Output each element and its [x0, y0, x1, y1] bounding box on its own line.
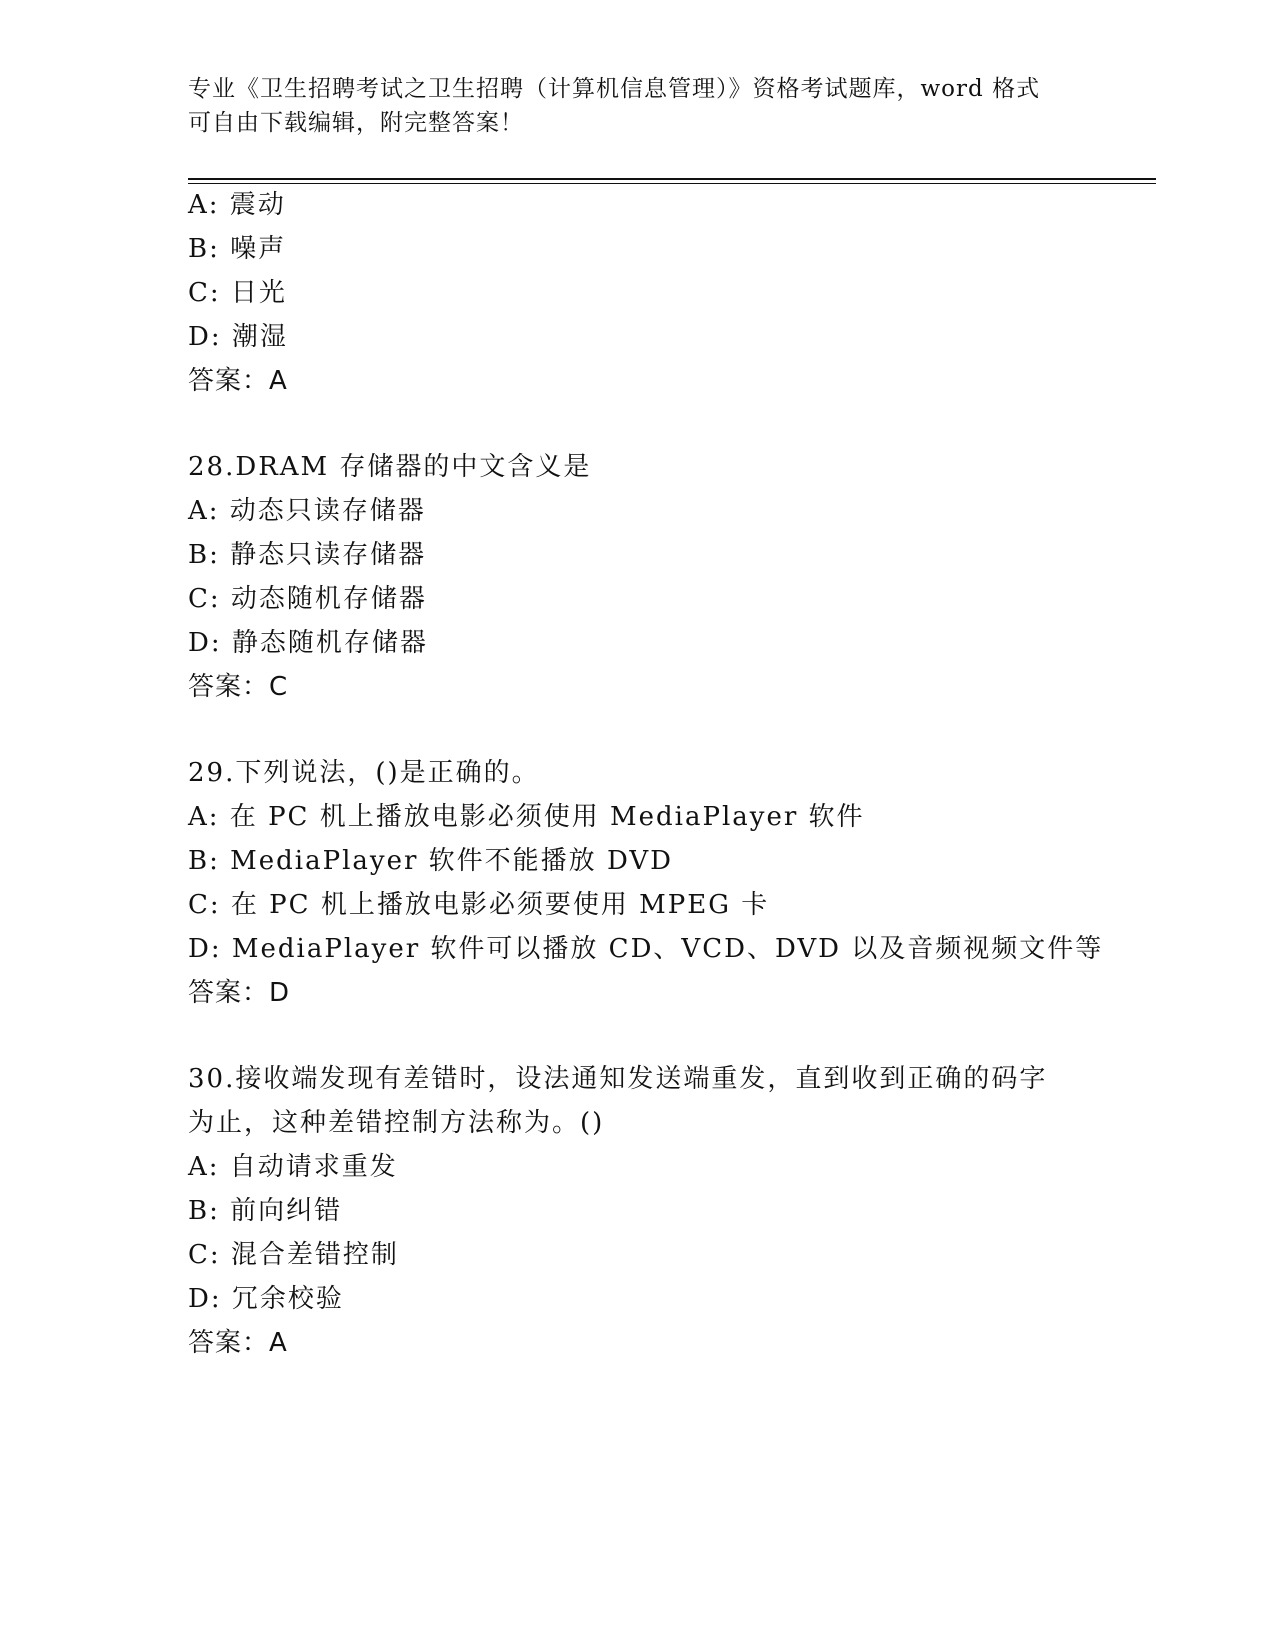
- q29-option-d: D: MediaPlayer 软件可以播放 CD、VCD、DVD 以及音频视频文件等: [188, 934, 1104, 964]
- q28-option-b: B: 静态只读存储器: [188, 540, 427, 570]
- q28-option-c: C: 动态随机存储器: [188, 584, 427, 614]
- q28-stem: 28.DRAM 存储器的中文含义是: [188, 452, 592, 482]
- header-divider-thin: [188, 183, 1156, 184]
- header-title-line: 专业《卫生招聘考试之卫生招聘（计算机信息管理）》资格考试题库，word 格式: [188, 76, 1041, 102]
- header-divider-thick: [188, 178, 1156, 180]
- header-subtitle-line: 可自由下载编辑，附完整答案！: [188, 110, 524, 136]
- q30-stem-line1: 30.接收端发现有差错时，设法通知发送端重发，直到收到正确的码字: [188, 1064, 1048, 1094]
- q27-option-c: C: 日光: [188, 278, 287, 308]
- q28-answer: 答案：C: [188, 672, 289, 702]
- q27-answer: 答案：A: [188, 366, 288, 396]
- q29-answer: 答案：D: [188, 978, 291, 1008]
- q29-option-c: C: 在 PC 机上播放电影必须要使用 MPEG 卡: [188, 890, 770, 920]
- q27-option-d: D: 潮湿: [188, 322, 288, 352]
- q30-option-d: D: 冗余校验: [188, 1284, 344, 1314]
- q29-option-b: B: MediaPlayer 软件不能播放 DVD: [188, 846, 673, 876]
- document-header: [188, 72, 1088, 140]
- q27-option-a: A: 震动: [188, 190, 286, 220]
- q30-option-b: B: 前向纠错: [188, 1196, 343, 1226]
- q30-option-a: A: 自动请求重发: [188, 1152, 398, 1182]
- q28-option-d: D: 静态随机存储器: [188, 628, 428, 658]
- q30-stem-line2: 为止，这种差错控制方法称为。(): [188, 1108, 605, 1138]
- q30-answer: 答案：A: [188, 1328, 288, 1358]
- q29-stem: 29.下列说法，()是正确的。: [188, 758, 540, 788]
- q30-option-c: C: 混合差错控制: [188, 1240, 399, 1270]
- q29-option-a: A: 在 PC 机上播放电影必须使用 MediaPlayer 软件: [188, 802, 865, 832]
- q27-option-b: B: 噪声: [188, 234, 287, 264]
- q28-option-a: A: 动态只读存储器: [188, 496, 426, 526]
